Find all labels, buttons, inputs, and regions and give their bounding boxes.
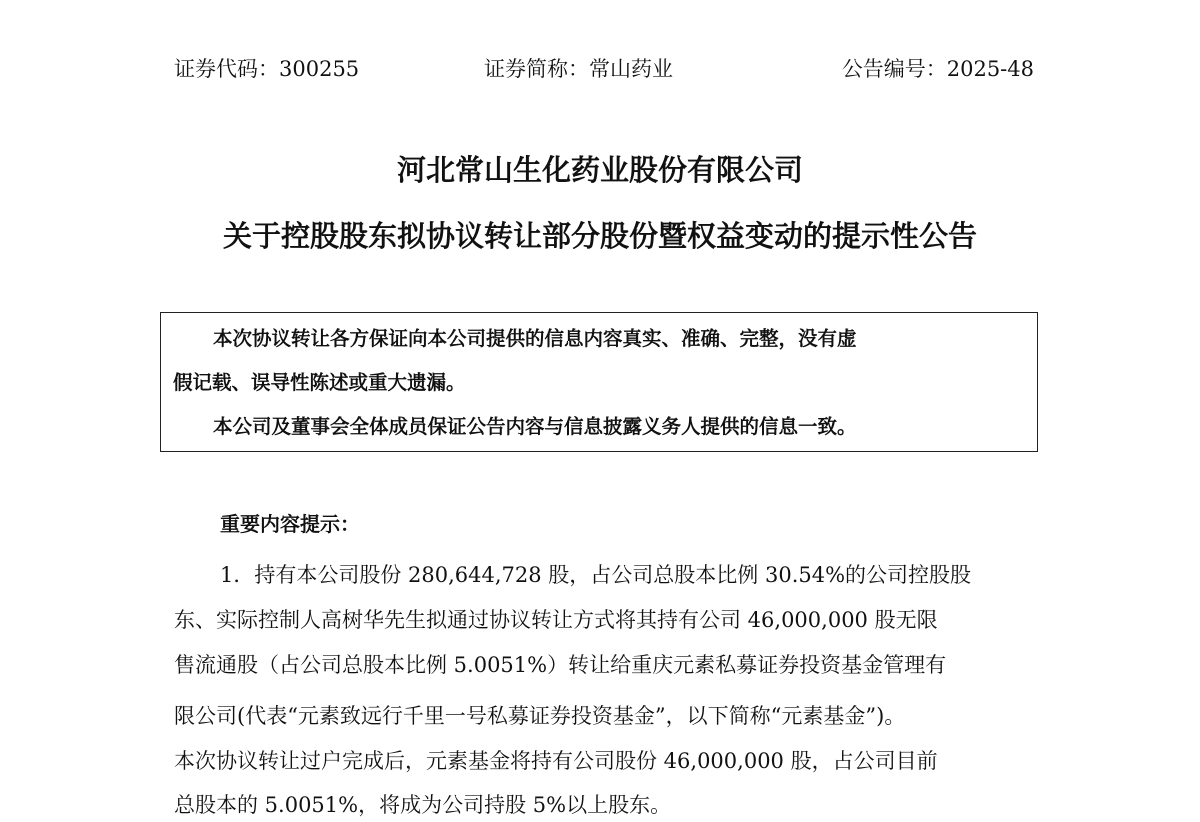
disclaimer-line: 假记载、误导性陈述或重大遗漏。: [173, 371, 466, 394]
body-text-line: 本次协议转让过户完成后，元素基金将持有公司股份 46,000,000 股，占公司目前: [174, 749, 938, 773]
document-header: [174, 52, 1034, 86]
body-text-line: 售流通股（占公司总股本比例 5.0051%）转让给重庆元素私募证券投资基金管理有: [174, 653, 947, 677]
body-text-line: 1．持有本公司股份 280,644,728 股，占公司总股本比例 30.54%的公司控股股: [220, 563, 972, 587]
body-text-line: 限公司(代表“元素致远行千里一号私募证券投资基金”，以下简称“元素基金”)。: [174, 704, 906, 728]
body-text-line: 总股本的 5.0051%，将成为公司持股 5%以上股东。: [174, 793, 672, 817]
announcement-title: 关于控股股东拟协议转让部分股份暨权益变动的提示性公告: [222, 219, 977, 253]
key-points-heading: 重要内容提示：: [220, 512, 360, 536]
company-name-title: 河北常山生化药业股份有限公司: [396, 153, 803, 187]
disclaimer-line: 本次协议转让各方保证向本公司提供的信息内容真实、准确、完整，没有虚: [213, 327, 857, 350]
body-text-line: 东、实际控制人高树华先生拟通过协议转让方式将其持有公司 46,000,000 股无限: [174, 608, 938, 632]
security-abbreviation: 证券简称：常山药业: [484, 57, 673, 81]
disclaimer-line: 本公司及董事会全体成员保证公告内容与信息披露义务人提供的信息一致。: [213, 415, 857, 438]
announcement-number: 公告编号：2025-48: [841, 57, 1034, 81]
security-code: 证券代码：300255: [174, 57, 360, 81]
disclaimer-box: [160, 312, 1038, 452]
